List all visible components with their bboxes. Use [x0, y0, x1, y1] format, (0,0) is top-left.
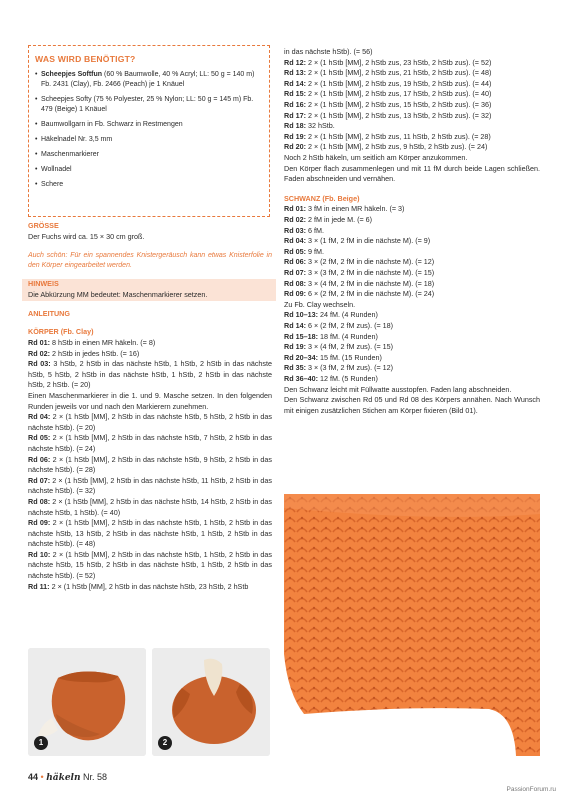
tail-round	[284, 289, 540, 300]
body-round	[28, 433, 272, 454]
tail-title: SCHWANZ (Fb. Beige)	[284, 193, 360, 203]
round-label: Rd 12:	[284, 57, 306, 67]
body-round	[284, 153, 540, 164]
round-label: Rd 14:	[284, 78, 306, 88]
round-text: 3 × (2 fM, 2 fM in die nächste M). (= 12)	[305, 257, 435, 267]
round-label: Rd 09:	[284, 289, 306, 299]
body-round	[28, 518, 272, 550]
photo-crochet-closeup	[284, 494, 540, 756]
round-text: 3 × (4 fM, 2 fM zus). (= 15)	[305, 342, 394, 352]
tail-round	[284, 332, 540, 343]
tail-round	[284, 236, 540, 247]
body-round	[284, 79, 540, 90]
round-text: 2 × (1 hStb [MM], 2 hStb zus, 13 hStb, 2 hStb zus). (= 32)	[305, 110, 492, 120]
round-label: Rd 36–40:	[284, 373, 318, 383]
materials-title: WAS WIRD BENÖTIGT?	[35, 54, 136, 64]
tail-round	[284, 353, 540, 364]
round-label: Rd 11:	[28, 581, 50, 591]
round-text: 15 fM. (15 Runden)	[317, 352, 382, 362]
photo-label-1: 1	[34, 736, 48, 750]
round-text: 3 × (4 fM, 2 fM in die nächste M). (= 18)	[305, 278, 435, 288]
round-text: 2 × (1 hStb [MM], 2 hStb zus, 9 hStb, 2 hStb zus). (= 24)	[305, 142, 488, 152]
body-round	[28, 582, 272, 593]
tail-round	[284, 342, 540, 353]
round-label: Rd 07:	[284, 267, 306, 277]
round-text: 2 × (1 hStb [MM], 2 hStb in das nächste hStb, 5 hStb, 2 hStb in das nächste hStb). (= 20)	[28, 412, 273, 432]
round-label: Rd 06:	[284, 257, 306, 267]
round-text: 24 fM. (4 Runden)	[317, 310, 378, 320]
round-label: Rd 20:	[284, 142, 306, 152]
body-round	[28, 550, 272, 582]
tail-round	[284, 300, 540, 311]
body-round	[284, 132, 540, 143]
round-text: 2 × (1 hStb [MM], 2 hStb zus, 15 hStb, 2 hStb zus). (= 36)	[305, 99, 492, 109]
round-text: 6 × (2 fM, 2 fM zus). (= 18)	[305, 320, 394, 330]
material-detail: Scheepjes Softy (75 % Polyester, 25 % Nylon; LL: 50 g = 145 m) Fb. 479 (Beige) 1 Knäuel	[41, 96, 254, 113]
body-round	[284, 68, 540, 79]
body-round	[284, 164, 540, 185]
round-text: 2 × (1 hStb [MM], 2 hStb zus, 11 hStb, 2 hStb zus). (= 28)	[305, 131, 491, 141]
material-item	[35, 120, 263, 130]
issue-number: Nr. 58	[83, 772, 108, 782]
round-text: 2 × (1 hStb [MM], 2 hStb zus, 21 hStb, 2 hStb zus). (= 48)	[305, 68, 492, 78]
body-round	[28, 359, 272, 391]
round-label: Rd 02:	[28, 348, 50, 358]
round-text: Den Schwanz leicht mit Füllwatte ausstopfen. Faden lang abschneiden.	[284, 384, 512, 394]
body-round	[28, 349, 272, 360]
tail-round	[284, 204, 540, 215]
round-label: Rd 04:	[28, 412, 51, 422]
round-label: Rd 04:	[284, 236, 306, 246]
material-detail: Schere	[41, 181, 64, 188]
round-label: Rd 19:	[284, 342, 306, 352]
round-label: Rd 35:	[284, 363, 306, 373]
round-text: 2 × (1 hStb [MM], 2 hStb in das nächste hStb, 11 hStb, 2 hStb in das nächste hStb). (= 32)	[28, 475, 273, 496]
tail-round	[284, 310, 540, 321]
round-label: Rd 17:	[284, 110, 306, 120]
tail-round	[284, 247, 540, 258]
round-label: Rd 13:	[284, 68, 306, 78]
tail-round	[284, 257, 540, 268]
round-text: 3 × (3 fM, 2 fM in die nächste M). (= 15)	[305, 267, 435, 277]
round-text: 2 × (1 hStb [MM], 2 hStb in das nächste hStb, 1 hStb, 2 hStb in das nächste hStb, 13 hStb, 2 hStb in das nächste hStb, 1 hStb, 2 hStb in das nächste hStb). (= 48)	[28, 518, 273, 549]
crochet-texture-image	[284, 494, 540, 756]
body-round	[28, 455, 272, 476]
round-label: Rd 18:	[284, 121, 306, 131]
instructions-title: ANLEITUNG	[28, 308, 70, 318]
round-label: Rd 19:	[284, 131, 306, 141]
round-label: Rd 01:	[284, 204, 306, 214]
round-label: Rd 15:	[284, 89, 306, 99]
right-column	[284, 47, 540, 416]
round-text: 2 × (1 hStb [MM], 2 hStb in das nächste hStb, 1 hStb, 2 hStb in das nächste hStb, 15 hStb, 2 hStb in das nächste hStb, 1 hStb, 2 hStb in das nächste hStb). (= 52)	[28, 549, 273, 581]
footer	[28, 772, 107, 783]
body-round	[284, 47, 540, 58]
round-text: 18 fM. (4 Runden)	[317, 331, 378, 341]
round-label: Rd 14:	[284, 320, 306, 330]
round-text: 2 × (1 hStb [MM], 2 hStb in das nächste hStb, 9 hStb, 2 hStb in das nächste hStb). (= 28)	[28, 454, 273, 475]
photo-fox-body-side	[28, 648, 146, 756]
round-label: Rd 10–13:	[284, 310, 318, 320]
round-text: 3 × (1 fM, 2 fM in die nächste M). (= 9)	[305, 236, 431, 246]
tail-round	[284, 363, 540, 374]
round-label: Rd 09:	[28, 518, 51, 528]
body-round	[284, 142, 540, 153]
round-text: in das nächste hStb). (= 56)	[284, 47, 373, 56]
round-label: Rd 06:	[28, 454, 51, 464]
material-detail: Wollnadel	[41, 166, 72, 173]
round-text: 2 × (1 hStb [MM], 2 hStb in das nächste hStb, 7 hStb, 2 hStb in das nächste hStb). (= 24)	[28, 433, 273, 453]
material-item	[35, 70, 263, 90]
tail-round	[284, 374, 540, 385]
tail-round	[284, 268, 540, 279]
materials-box	[28, 45, 270, 217]
round-text: Den Körper flach zusammenlegen und mit 11 fM durch beide Lagen schließen. Faden abschneiden und vernähen.	[284, 163, 540, 184]
material-name: Scheepjes Softfun	[41, 71, 103, 78]
tail-round	[284, 215, 540, 226]
tail-round	[284, 395, 540, 416]
material-detail: Häkelnadel Nr. 3,5 mm	[41, 136, 113, 143]
body-round	[284, 89, 540, 100]
body-round	[28, 412, 272, 433]
round-text: 6 fM.	[305, 225, 324, 235]
material-item	[35, 95, 263, 115]
hint-text: Die Abkürzung MM bedeutet: Maschenmarkierer setzen.	[28, 290, 208, 299]
round-label: Rd 07:	[28, 475, 51, 485]
tip-text: Auch schön: Für ein spannendes Knistergeräusch kann etwas Knisterfolie in den Körper eingearbeitet werden.	[28, 252, 272, 270]
body-round	[28, 391, 272, 412]
material-item	[35, 180, 263, 190]
round-text: 2 × (1 hStb [MM], 2 hStb in das nächste hStb, 23 hStb, 2 hStb	[49, 581, 249, 591]
body-round	[284, 100, 540, 111]
tail-round	[284, 226, 540, 237]
body-round	[28, 476, 272, 497]
round-label: Rd 05:	[28, 433, 51, 443]
round-text: Einen Maschenmarkierer in die 1. und 9. Masche setzen. In den folgenden Runden jeweils vor und nach den Markierern zunehmen.	[28, 390, 272, 411]
tail-round	[284, 385, 540, 396]
body-round	[28, 338, 272, 349]
photo-fox-body-top	[152, 648, 270, 756]
round-label: Rd 08:	[28, 496, 51, 506]
hint-box	[22, 279, 276, 300]
material-item	[35, 135, 263, 145]
round-label: Rd 10:	[28, 549, 51, 559]
body-round	[28, 497, 272, 518]
material-detail: Maschenmarkierer	[41, 151, 99, 158]
material-detail: (60 % Baumwolle, 40 % Acryl; LL: 50 g = 140 m) Fb. 2431 (Clay), Fb. 2466 (Peach) je 1 Knäuel	[41, 71, 255, 88]
footer-bullet: •	[40, 772, 44, 782]
material-item	[35, 165, 263, 175]
round-label: Rd 03:	[284, 225, 306, 235]
round-text: Noch 2 hStb häkeln, um seitlich am Körper anzukommen.	[284, 152, 468, 162]
body-round	[284, 58, 540, 69]
round-text: 2 × (1 hStb [MM], 2 hStb zus, 19 hStb, 2 hStb zus). (= 44)	[305, 78, 492, 88]
page-number: 44	[28, 772, 39, 782]
size-title: GRÖSSE	[28, 221, 59, 230]
material-detail: Baumwollgarn in Fb. Schwarz in Restmengen	[41, 121, 183, 128]
round-text: 2 × (1 hStb [MM], 2 hStb in das nächste hStb, 14 hStb, 2 hStb in das nächste hStb, 1 hStb). (= 40)	[28, 496, 273, 517]
round-text: 12 fM. (5 Runden)	[317, 373, 378, 383]
round-text: 2 fM in jede M. (= 6)	[305, 215, 373, 225]
body-round	[284, 121, 540, 132]
round-text: 3 hStb, 2 hStb in das nächste hStb, 1 hStb, 2 hStb in das nächste hStb, 5 hStb, 2 hStb in das nächste hStb, 1 hStb, 2 hStb in das nächste hStb, 2 hStb. (= 20)	[28, 359, 272, 390]
round-text: 9 fM.	[305, 246, 324, 256]
watermark: PassionForum.ru	[506, 786, 556, 793]
left-column	[28, 221, 272, 592]
round-text: Den Schwanz zwischen Rd 05 und Rd 08 des Körpers annähen. Nach Wunsch mit einigen zusätzlichen Stichen am Körper fixieren (Bild 01).	[284, 395, 540, 415]
body-title: KÖRPER (Fb. Clay)	[28, 327, 94, 337]
photo-label-2: 2	[158, 736, 172, 750]
materials-list	[35, 70, 263, 190]
body-rows-right	[284, 47, 540, 185]
hint-title: HINWEIS	[28, 279, 59, 289]
round-text: 6 × (2 fM, 2 fM in die nächste M). (= 24)	[305, 289, 435, 299]
round-label: Rd 08:	[284, 278, 306, 288]
round-text: 2 × (1 hStb [MM], 2 hStb zus, 17 hStb, 2 hStb zus). (= 40)	[305, 89, 492, 99]
round-text: 2 hStb in jedes hStb. (= 16)	[49, 348, 140, 358]
body-rows-left	[28, 338, 272, 592]
round-text: 8 hStb in einen MR häkeln. (= 8)	[49, 338, 156, 347]
tail-round	[284, 279, 540, 290]
round-label: Rd 02:	[284, 215, 306, 225]
round-label: Rd 16:	[284, 99, 306, 109]
round-text: 3 fM in einen MR häkeln. (= 3)	[305, 204, 405, 214]
body-round	[284, 111, 540, 122]
round-label: Rd 05:	[284, 246, 306, 256]
round-text: 3 × (3 fM, 2 fM zus). (= 12)	[305, 363, 394, 373]
round-text: 32 hStb.	[305, 121, 335, 131]
size-text: Der Fuchs wird ca. 15 × 30 cm groß.	[28, 231, 145, 241]
round-label: Rd 20–34:	[284, 352, 318, 362]
tail-round	[284, 321, 540, 332]
round-text: 2 × (1 hStb [MM], 2 hStb zus, 23 hStb, 2 hStb zus). (= 52)	[305, 57, 492, 67]
round-label: Rd 03:	[28, 359, 51, 369]
round-label: Rd 15–18:	[284, 331, 318, 341]
round-label: Rd 01:	[28, 338, 50, 347]
magazine-brand: häkeln	[46, 773, 81, 783]
round-text: Zu Fb. Clay wechseln.	[284, 299, 356, 309]
tail-rows	[284, 204, 540, 416]
material-item	[35, 150, 263, 160]
